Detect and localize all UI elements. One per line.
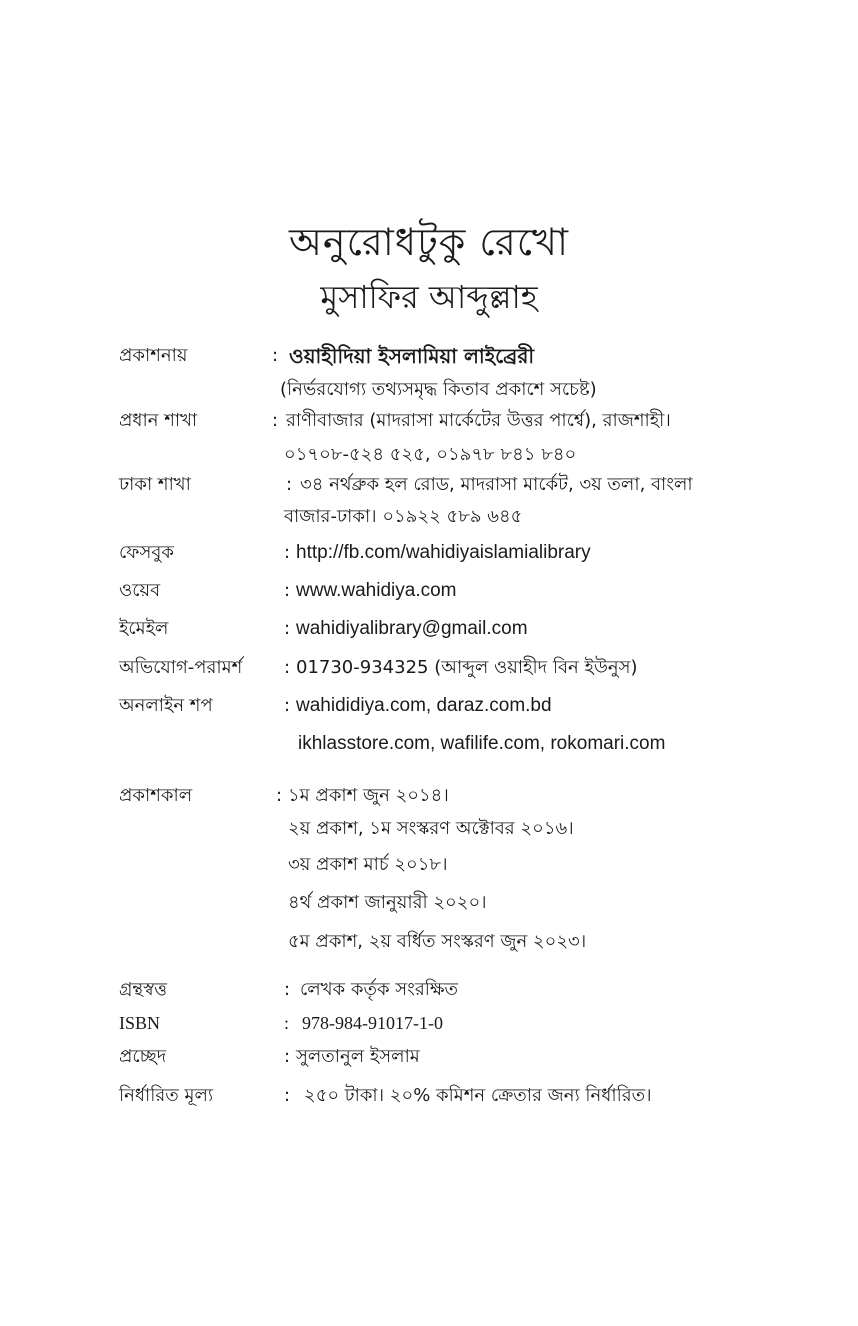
web-row: [0, 574, 858, 608]
edition-row: [0, 886, 858, 920]
colon: :: [284, 657, 291, 678]
web-label: ওয়েব: [119, 580, 161, 601]
publisher-tagline-row: [0, 373, 858, 407]
copyright-label: গ্রন্থস্বত্ত: [119, 979, 167, 1000]
publication-label: প্রকাশকাল: [119, 785, 193, 806]
colon: :: [272, 410, 279, 431]
main-branch-row: [0, 404, 858, 438]
colon: :: [284, 979, 291, 1000]
publisher-tagline: (নির্ভরযোগ্য তথ্যসমৃদ্ধ কিতাব প্রকাশে সচেষ্ট): [280, 379, 597, 400]
dhaka-branch-address-line1: ৩৪ নর্থব্রুক হল রোড, মাদরাসা মার্কেট, ৩য় তলা, বাংলা: [300, 474, 693, 495]
online-shop-row: [0, 689, 858, 723]
publisher-row: [0, 339, 858, 373]
edition-1: ১ম প্রকাশ জুন ২০১৪।: [288, 785, 449, 806]
online-shop-line1: wahididiya.com, daraz.com.bd: [296, 695, 552, 716]
facebook-link[interactable]: http://fb.com/wahidiyaislamialibrary: [296, 542, 591, 563]
publisher-name: ওয়াহীদিয়া ইসলামিয়া লাইব্রেরী: [289, 344, 535, 368]
main-branch-label: প্রধান শাখা: [119, 410, 198, 431]
colon: :: [284, 542, 291, 563]
edition-5: ৫ম প্রকাশ, ২য় বর্ধিত সংস্করণ জুন ২০২৩।: [288, 931, 587, 952]
complaint-contact: 01730-934325 (আব্দুল ওয়াহীদ বিন ইউনুস): [296, 657, 638, 678]
facebook-row: [0, 536, 858, 570]
edition-row: [0, 812, 858, 846]
colon: :: [276, 785, 283, 806]
complaint-label: অভিযোগ-পরামর্শ: [119, 657, 243, 678]
edition-row: [0, 848, 858, 882]
isbn-value: 978-984-91017-1-0: [302, 1013, 443, 1033]
edition-4: ৪র্থ প্রকাশ জানুয়ারী ২০২০।: [288, 892, 487, 913]
dhaka-branch-row: [0, 468, 858, 502]
dhaka-branch-label: ঢাকা শাখা: [119, 474, 191, 495]
colon: :: [284, 1046, 291, 1067]
online-shop-line2-row: [0, 727, 858, 761]
online-shop-line2: ikhlasstore.com, wafilife.com, rokomari.com: [298, 733, 666, 754]
dhaka-branch-address-line2: বাজার-ঢাকা। ০১৯২২ ৫৮৯ ৬৪৫: [284, 506, 523, 527]
colon: :: [284, 618, 291, 639]
web-link[interactable]: www.wahidiya.com: [296, 580, 457, 601]
isbn-row: [0, 1006, 858, 1040]
price-row: [0, 1079, 858, 1113]
main-branch-address: রাণীবাজার (মাদরাসা মার্কেটের উত্তর পার্শ্বে), রাজশাহী।: [286, 410, 671, 431]
facebook-label: ফেসবুক: [119, 542, 174, 563]
email-label: ইমেইল: [119, 618, 169, 639]
isbn-label: ISBN: [119, 1013, 161, 1033]
cover-row: [0, 1040, 858, 1074]
colon: :: [272, 345, 279, 366]
email-link[interactable]: wahidiyalibrary@gmail.com: [296, 618, 528, 639]
main-branch-phones: ০১৭০৮-৫২৪ ৫২৫, ০১৯৭৮ ৮৪১ ৮৪০: [284, 444, 577, 465]
publisher-label: প্রকাশনায়: [119, 345, 188, 366]
colon: :: [284, 580, 291, 601]
edition-3: ৩য় প্রকাশ মার্চ ২০১৮।: [288, 854, 448, 875]
email-row: [0, 612, 858, 646]
colon: :: [284, 1013, 290, 1033]
online-shop-label: অনলাইন শপ: [119, 695, 213, 716]
copyright-row: [0, 973, 858, 1007]
cover-label: প্রচ্ছেদ: [119, 1046, 167, 1067]
colon: :: [284, 1085, 291, 1106]
dhaka-branch-line2-row: [0, 500, 858, 534]
complaint-row: [0, 651, 858, 685]
colon: :: [286, 474, 293, 495]
publication-row: [0, 779, 858, 813]
edition-2: ২য় প্রকাশ, ১ম সংস্করণ অক্টোবর ২০১৬।: [288, 818, 574, 839]
edition-row: [0, 925, 858, 959]
price-label: নির্ধারিত মূল্য: [119, 1085, 214, 1106]
price-value: ২৫০ টাকা। ২০% কমিশন ক্রেতার জন্য নির্ধারিত।: [304, 1085, 652, 1106]
copyright-value: লেখক কর্তৃক সংরক্ষিত: [300, 979, 459, 1000]
cover-designer: সুলতানুল ইসলাম: [296, 1046, 420, 1067]
colon: :: [284, 695, 291, 716]
book-title: অনুরোধটুকু রেখো: [288, 220, 569, 264]
main-branch-phones-row: [0, 438, 858, 472]
book-author: মুসাফির আব্দুল্লাহ: [320, 278, 538, 316]
